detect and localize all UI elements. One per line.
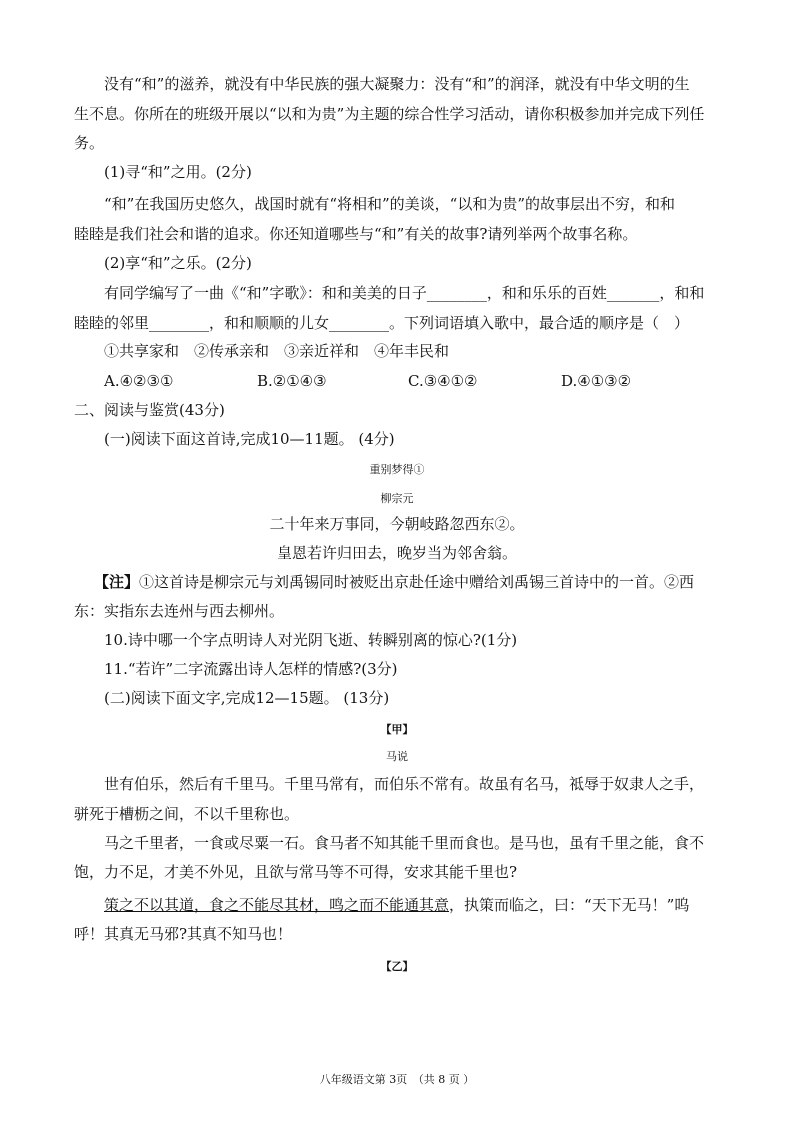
option-c: C.③④①② [408, 372, 478, 390]
jia-p1-line-1: 世有伯乐，然后有千里马。千里马常有，而伯乐不常有。故虽有名马，祗辱于奴隶人之手， [104, 775, 705, 793]
underlined-sentence: 策之不以其道，食之不能尽其材，鸣之而不能通其意 [104, 896, 450, 914]
note-line-2: 东：实指东去连州与西去柳州。 [74, 602, 285, 620]
note-text-1: ①这首诗是柳宗元与刘禹锡同时被贬出京赴任途中赠给刘禹锡三首诗中的一首。②西 [139, 573, 695, 591]
section2-title: 二、阅读与鉴赏(43分) [74, 401, 225, 419]
intro-line-2: 生不息。你所在的班级开展以“以和为贵”为主题的综合性学习活动，请你积极参加并完成下列任 [74, 105, 705, 123]
poem-line-2: 皇恩若许归田去，晚岁当为邻舍翁。 [276, 544, 517, 562]
question-11: 11.“若许”二字流露出诗人怎样的情感?(3分) [104, 660, 398, 678]
jia-mark: 【甲】 [380, 723, 414, 736]
jia-title: 马说 [386, 750, 408, 763]
option-d: D.④①③② [561, 372, 632, 390]
task2-title: (2)享“和”之乐。(2分) [104, 254, 252, 272]
option-a: A.④②③① [104, 372, 174, 390]
task2-line-2: 睦睦的邻里________，和和顺顺的儿女________。下列词语填入歌中，最合适的顺序是（ ） [74, 314, 690, 332]
jia-p2-line-1: 马之千里者，一食或尽粟一石。食马者不知其能千里而食也。是马也，虽有千里之能，食不 [104, 834, 705, 852]
note-label: 【注】 [94, 573, 140, 591]
jia-p3-line-2: 呼！其真无马邪?其真不知马也！ [74, 925, 293, 943]
yi-mark: 【乙】 [380, 960, 414, 973]
intro-line-1: 没有“和”的滋养，就没有中华民族的强大凝聚力：没有“和”的润泽，就没有中华文明的生 [104, 75, 690, 93]
page-footer: 八年级语文第 3页 （共 8 页 ） [319, 1073, 475, 1086]
poem-line-1: 二十年来万事同，今朝岐路忽西东②。 [269, 515, 525, 533]
task1-title: (1)寻“和”之用。(2分) [104, 163, 252, 181]
task1-line-2: 睦睦是我们社会和谐的追求。你还知道哪些与“和”有关的故事?请列举两个故事名称。 [74, 225, 638, 243]
jia-p3-rest: ，执策而临之，曰：“天下无马！”呜 [449, 896, 690, 914]
note-line-1 [94, 572, 694, 592]
task2-words: ①共享家和 ②传承亲和 ③亲近祥和 ④年丰民和 [104, 342, 450, 360]
section2-part1: (一)阅读下面这首诗,完成10—11题。 (4分) [104, 430, 395, 448]
task1-line-1: “和”在我国历史悠久，战国时就有“将相和”的美谈，“以和为贵”的故事层出不穷，和和 [104, 195, 676, 213]
jia-p3-line-1 [104, 895, 689, 915]
jia-p2-line-2: 饱，力不足，才美不外见，且欲与常马等不可得，安求其能千里也? [74, 863, 518, 881]
jia-p1-line-2: 骈死于槽枥之间，不以千里称也。 [74, 805, 300, 823]
poem-title: 重别梦得① [369, 463, 425, 476]
question-10: 10.诗中哪一个字点明诗人对光阴飞逝、转瞬别离的惊心?(1分) [104, 631, 518, 649]
part2-title: (二)阅读下面文字,完成12—15题。 (13分) [104, 689, 390, 707]
intro-line-3: 务。 [74, 134, 105, 152]
option-b: B.②①④③ [257, 372, 327, 390]
task2-line-1: 有同学编写了一曲《“和”字歌》：和和美美的日子________，和和乐乐的百姓_______，和和 [104, 284, 705, 302]
poem-author: 柳宗元 [380, 492, 414, 505]
